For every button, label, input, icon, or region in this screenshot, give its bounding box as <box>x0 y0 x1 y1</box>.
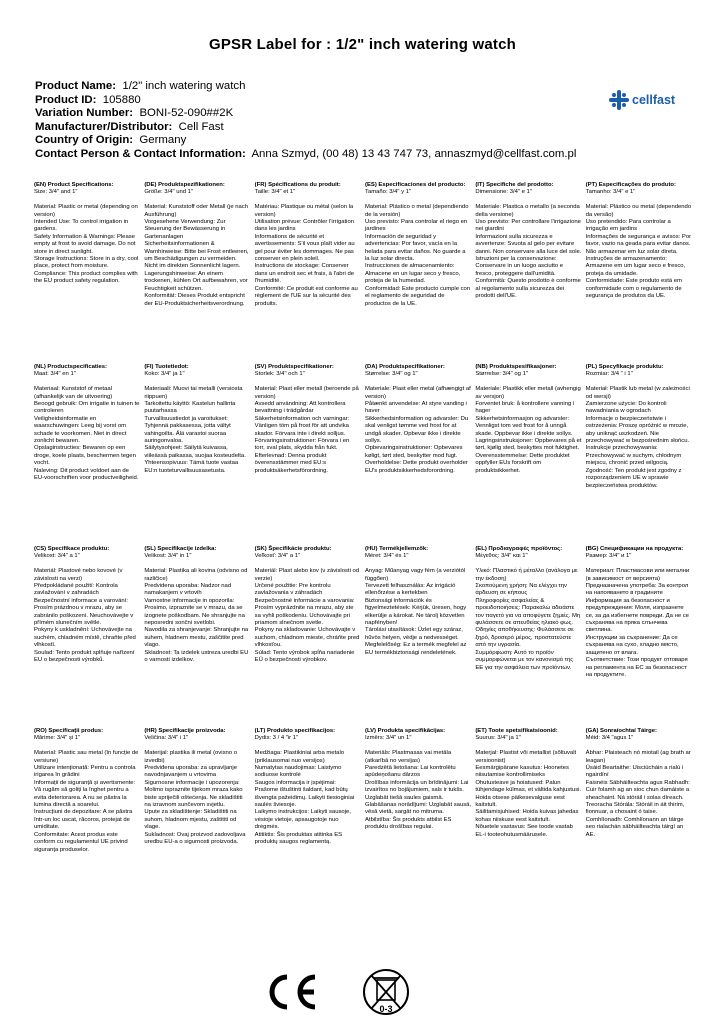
lang-line <box>475 197 581 204</box>
lang-line: Comhlíonadh: Comhlíonann an táirge seo rialachán sábháilteachta táirgí an AE. <box>585 816 686 838</box>
lang-line <box>34 379 140 386</box>
manufacturer-label: Manufacturer/Distributor: <box>35 120 173 133</box>
lang-line: Предназначена употреба: За контрол на напояването в градините <box>585 583 690 597</box>
lang-line: Glabāšanas norādījumi: Uzglabāt sausā, vēsā vietā, sargāt no mitruma. <box>365 802 473 816</box>
lang-line: Μέγεθος: 3/4" και 1" <box>475 553 528 560</box>
lang-line: Material: Plástico ou metal (dependendo da versão) <box>585 204 693 218</box>
lang-line: Megfelelőség: Ez a termék megfelel az EU termékbiztonsági rendeletének. <box>365 642 469 656</box>
lang-line: Инструкции за съхранение: Да се съхранява на сухо, хладно място, защитено от влага. <box>585 634 681 656</box>
lang-line: Anyag: Műanyag vagy fém (a verziótól függően) <box>365 568 467 582</box>
language-block-row-3 <box>34 546 692 679</box>
lang-line: Πληροφορίες ασφαλείας & προειδοποιήσεις: Παρακαλώ αδειάστε τον παγετό για να αποφύγετε ζημιές. Μη φυλάσσετε σε απευθείας ηλιακό φως. <box>475 597 582 627</box>
lang-heading: (HR) Specifikacije proizvoda: <box>144 728 226 734</box>
lang-line <box>144 743 250 750</box>
lang-line: Pokyny na skladovanie: Uchovávajte v suchom, chladnom mieste, chráňte pred vlhkosťou. <box>254 627 362 649</box>
lang-line: Tamanho: 3/4" e 1" <box>585 189 636 196</box>
lang-line: Compliance: This product complies with the EU product safety regulation. <box>34 270 140 285</box>
lang-line: Tárolási utasítások: Üzlet egy száraz, hűvös helyen, védje a nedvességet. <box>365 627 465 641</box>
lang-line: Conformité: Ce produit est conforme au règlement de l'UE sur la sécurité des produits. <box>254 285 360 307</box>
lang-line: Materjal: Plastist või metallist (sõltuvalt versioonist) <box>475 750 578 764</box>
lang-line: Material: Plastika ali kovina (odvisno od različice) <box>144 568 250 582</box>
lang-line: Storage Instructions: Store in a dry, cool place, protect from moisture. <box>34 256 140 270</box>
lang-line: Úsáid Beartaithe: Uisciúcháin a rialú i ngairdíní <box>585 765 685 779</box>
lang-line: Navodila za shranjevanje: Shranjujte na suhem, hladnem mestu, zaščitite pred vlago. <box>144 627 250 649</box>
lang-line: Materiál: Plast alebo kov (v závislosti od verzie) <box>254 568 361 582</box>
lang-heading: (ET) Toote spetsifikatsioonid: <box>475 728 558 734</box>
lang-line: Medžiaga: Plastikiniai arba metalo (priklausomai nuo versijos) <box>254 750 346 764</box>
lang-line <box>34 197 140 204</box>
lang-line: Intended Use: To control irrigation in gardens. <box>34 219 130 233</box>
lang-line: Υλικό: Πλαστικό ή μέταλλο (ανάλογα με την έκδοση) <box>475 568 580 582</box>
contact-row <box>35 148 595 162</box>
lang-line <box>144 379 250 386</box>
lang-line: Σκοπούμενη χρήση: Να ελέγχει την άρδευση σε κήπους <box>475 583 569 597</box>
lang-heading: (BG) Спецификации на продукта: <box>585 546 684 552</box>
lang-line: Informations de sécurité et avertissements: S'il vous plaît vider au gel pour éviter les dommages. Ne pas conserver en plein soleil. <box>254 233 357 263</box>
footer-marks <box>0 966 725 1020</box>
lang-heading: (CS) Specifikace produktu: <box>34 546 110 552</box>
lang-line <box>365 561 471 568</box>
product-name-row <box>35 80 595 94</box>
lang-line: Veľkosť: 3/4" a 1" <box>254 553 301 560</box>
lang-line <box>255 197 361 204</box>
lang-line: Materiaali: Muovi tai metalli (versiosta riippuen) <box>144 386 245 400</box>
lang-line: Material: Plastic sau metal (în funcție de versiune) <box>34 750 141 764</box>
lang-line: Material: Kunststoff oder Metall (je nach Ausführung) <box>144 204 250 218</box>
lang-block-ro <box>34 728 140 854</box>
lang-block-de <box>144 182 250 308</box>
lang-line: Opbevaringsinstruktioner: Opbevares køligt, tørt sted, beskytter mod fugt. <box>365 445 465 459</box>
lang-heading: (IT) Specifiche del prodotto: <box>475 182 554 188</box>
lang-block-sv <box>255 364 361 490</box>
lang-block-bg <box>586 546 692 679</box>
contact-label: Contact Person & Contact Information: <box>35 147 246 160</box>
lang-line: Vorgesehene Verwendung: Zur Steuerung der Bewässerung in Gartenanlagen <box>144 219 228 240</box>
lang-line: Storlek: 3/4" och 1" <box>254 371 305 378</box>
product-id-row <box>35 94 595 108</box>
lang-line: Sicherheitsinformationen & Warnhinweise: Bitte bei Frost entleeren, um Beschädigungen zu vermeiden. Nicht im direkten Sonnenlicht lagern. <box>144 241 251 270</box>
lang-heading: (DA) Produktspecifikationer: <box>365 364 445 370</box>
lang-line: Säilitamisjuhised: Hoida kuivas jahedas kohas niiskuse eest kaitstult. <box>475 809 581 823</box>
variation-number-row <box>35 107 595 121</box>
lang-line: Съответствие: Този продукт отговаря на регламента на ЕС за безопасност на продуктите. <box>585 657 690 678</box>
lang-line: Suurus: 3/4" ja 1" <box>475 735 521 742</box>
lang-heading: (NB) Produktspesifikasjoner: <box>475 364 557 370</box>
lang-line: Материал: Пластмасови или метални (в зависимост от версията) <box>585 568 691 582</box>
lang-line: Instrukcje przechowywania: Przechowywać w suchym, chłodnym miejscu, chronić przed wilgocią. <box>585 445 683 467</box>
lang-line: Skladnost: Ta izdelek ustreza uredbi EU o varnosti izdelkov. <box>144 649 250 664</box>
lang-line: Konformität: Dieses Produkt entspricht der EU-Produktsicherheitsverordnung. <box>144 293 247 307</box>
lang-block-sl <box>144 546 250 679</box>
manufacturer-value: Cell Fast <box>178 120 224 133</box>
lang-line: Mărime: 3/4" și 1" <box>34 735 81 742</box>
lang-line: Predvidena uporaba: Nadzor nad namakanjem v vrtovih <box>144 583 233 597</box>
lang-line: Nõuetele vastavus: See toode vastab EL-i tooteohutusmäärusele. <box>475 824 575 838</box>
lang-block-fi <box>144 364 250 490</box>
lang-heading: (ES) Especificaciones del producto: <box>365 182 466 188</box>
variation-number-value: BONI-52-090##2K <box>139 107 234 120</box>
lang-line: Conformidad: Este producto cumple con el reglamento de seguridad de productos de la UE. <box>365 285 472 307</box>
lang-line: Lagringsinstruksjoner: Oppbevares på et tørt, kjølig sted, beskyttes mot fuktighet. <box>475 438 584 452</box>
lang-block-fr <box>255 182 361 308</box>
lang-line: Dimensione: 3/4" e 1" <box>475 189 532 196</box>
lang-line <box>586 561 692 568</box>
lang-line: Lagerungshinweise: An einem trockenen, kühlen Ort aufbewahren, vor Feuchtigkeit schützen. <box>144 270 250 292</box>
lang-heading: (RO) Specificații produs: <box>34 728 104 734</box>
lang-line: Drošības informācija un brīdinājumi: Lai izvairītos no bojājumiem, sals ir tukšs. Uzglabāt tiešā saules gaismā. <box>365 779 471 801</box>
lang-line: Conformità: Questo prodotto è conforme al regolamento sulla sicurezza dei prodotti dell'UE. <box>475 278 583 300</box>
recycling-code: 0-3 <box>379 1004 393 1014</box>
lang-line: Instrucciones de almacenamiento: Almacene en un lugar seco y fresco, proteja de la humedad. <box>365 263 462 285</box>
lang-heading: (PL) Specyfikacje produktu: <box>585 364 664 370</box>
lang-line <box>586 379 692 386</box>
lang-line: Materiale: Plastikk eller metall (avhengig av versjon) <box>475 386 583 400</box>
lang-line: Avsedd användning: Att kontrollera bevattning i trädgårdar <box>254 401 348 415</box>
lang-line: Οδηγίες αποθήκευσης: Φυλάσσετε σε ξηρό, δροσερό μέρος, προστατεύστε από την υγρασία. <box>475 627 576 649</box>
lang-line: Materiaal: Kunststof of metaal (afhankelijk van de uitvoering) <box>34 386 114 400</box>
lang-line: Material: Plástico o metal (dependiendo de la versión) <box>365 204 471 218</box>
lang-line: Bezpečnostné informácie a varovania: Prosím vyprázdnite na mrazu, aby ste sa vyhli poškodeniu. Uchovávajte pri priamom slnečnom svetle. <box>254 597 357 627</box>
lang-line: Sikkerhetsinformasjon og advarsler: Vennligst tom ved frost for å unngå skade. Oppbevar ikke i direkte sollys. <box>475 415 573 437</box>
lang-line: Overensstemmelse: Dette produktet oppfyller EUs forskrift om produktsikkerhet. <box>475 452 572 474</box>
lang-line: Istruzioni per la conservazione: Conservare in un luogo asciutto e fresco, proteggere dall'umidità. <box>475 256 565 277</box>
lang-line: Turvallisuustiedot ja varoitukset: Tyhjennä pakkasessa, jotta vältyt vahingoilta. Älä varastoi suoraa auringonvaloa. <box>144 415 233 445</box>
lang-heading: (FI) Tuotetiedot: <box>144 364 189 370</box>
lang-line: Größe: 3/4" und 1" <box>144 189 194 196</box>
lang-line: Instructions de stockage: Conserver dans un endroit sec et frais, à l'abri de l'humidité. <box>254 263 356 285</box>
lang-block-pl <box>586 364 692 490</box>
lang-line <box>34 743 140 750</box>
lang-line: Méid: 3/4 "agus 1" <box>585 735 634 742</box>
lang-line: Säkerhetsinformation och varningar: Vänligen töm på frost för att undvika skador. Förvara inte i direkt solljus. <box>254 415 351 437</box>
lang-heading: (FR) Spécifications du produit: <box>254 182 341 188</box>
lang-line: Ohutusteave ja hoiatused: Palun tühjendage külmas, et vältida kahjustusi. Hoida otsese päikesevalguse eest kaitstult. <box>475 779 583 809</box>
lang-line: Materiał: Plastik lub metal (w zależności od wersji) <box>585 386 692 400</box>
lang-line: Maat: 3/4" en 1" <box>34 371 76 378</box>
lang-line: Naleving: Dit product voldoet aan de EU-voorschriften voor productveiligheid. <box>34 467 139 482</box>
country-label: Country of Origin: <box>35 134 134 147</box>
lang-line: Materiale: Plast eller metal (afhængigt af version) <box>365 386 473 400</box>
lang-line: Tervezett felhasználás: Az irrigáció ellenőrzése a kertekben <box>365 583 458 597</box>
lang-line: Koko: 3/4" ja 1" <box>144 371 185 378</box>
lang-block-nl <box>34 364 140 490</box>
lang-line: Efterlevnad: Denna produkt överensstämmer med EU:s produktsäkerhetsförordning. <box>254 452 329 474</box>
lang-line: Sigurnosne informacije i upozorenja: Molimo ispraznite tijekom mraza kako biste spriječili oštećenja. Ne skladištiti na izravnom sunčevom svjetlu. <box>144 779 245 809</box>
lang-line: Paredzētā lietošana: Lai kontrolētu apūdeņošanu dārzos <box>365 765 458 779</box>
lang-heading: (SK) Špecifikácie produktu: <box>254 546 332 552</box>
lang-line: Súlad: Tento výrobok spĺňa nariadenie EÚ o bezpečnosti výrobkov. <box>254 649 357 664</box>
lang-block-es <box>365 182 471 308</box>
lang-line: Laikymo instrukcijos: Laikyti sausoje, vėsioje vietoje, apsaugotoje nuo drėgmės. <box>254 809 353 831</box>
lang-line: Size: 3/4" and 1" <box>34 189 78 196</box>
lang-line <box>365 743 471 750</box>
cellfast-logo <box>609 90 691 110</box>
lang-line: Určené použitie: Pre kontrolu zavlažovania v záhradách <box>254 583 333 597</box>
product-name-label: Product Name: <box>35 80 117 92</box>
language-block-row-2 <box>34 364 692 490</box>
lang-line: Varnostne informacije in opozorila: Prosimo, izpraznite se v mrazu, da se izognete poškodbam. Ne shranjujte na neposredni sončni svetlobi. <box>144 597 247 627</box>
lang-line <box>144 561 250 568</box>
lang-heading: (LT) Produkto specifikacijos: <box>254 728 336 734</box>
lang-line: Méret: 3/4" és 1" <box>365 553 409 560</box>
lang-line: Tarkoitettu käyttö: Kastelun hallinta puutarhassa <box>144 401 237 415</box>
lang-heading: (EL) Προδιαγραφές προϊόντος: <box>475 546 563 552</box>
manufacturer-row <box>35 121 595 135</box>
lang-line: Størrelse: 3/4" og 1" <box>475 371 528 378</box>
lang-block-lv <box>365 728 471 854</box>
lang-line <box>34 561 140 568</box>
contact-value: Anna Szmyd, (00 48) 13 43 747 73, annaszmyd@cellfast.com.pl <box>251 147 577 160</box>
lang-block-ga <box>586 728 692 854</box>
lang-line: Saugos informacija ir įspėjimai: Prašome ištuštinti šaldant, kad būtų išvengta pažeidimų. Laikyti tiesioginiai saulės šviesoje. <box>254 779 356 809</box>
lang-line: Pokyny k uskladnění: Uchovávejte na suchém, chladném místě, chraňte před vlhkostí. <box>34 627 138 649</box>
lang-block-el <box>475 546 581 679</box>
lang-line: Utilisation prévue: Contrôler l'irrigation dans les jardins <box>254 219 356 233</box>
lang-line: Yhteensopivuus: Tämä tuote vastaa EU:n tuoteturvallisuusasetusta. <box>144 460 240 474</box>
lang-line: Faisnéis Sábháilteachta agus Rabhadh: Cuir folamh ag an sioc chun damáiste a sheachaint. Ná stóráil i solas díreach. <box>585 779 692 801</box>
logo-mark-icon <box>609 90 629 110</box>
lang-line: Bezpečnostní informace a varování: Prosím prázdnou v mrazu, aby se zabránilo poškození. Neuchovávejte v přímém slunečním světle. <box>34 597 135 627</box>
language-block-row-4 <box>34 728 692 854</box>
product-id-value: 105880 <box>102 93 141 106</box>
lang-line <box>365 379 471 386</box>
lang-line: Beoogd gebruik: Om irrigatie in tuinen te controleren <box>34 401 142 415</box>
logo-text: cellfast <box>632 93 676 107</box>
lang-line: Material: Plast eller metall (beroende på version) <box>254 386 361 400</box>
lang-line: Taille: 3/4" et 1" <box>254 189 296 196</box>
lang-line: Utilizare intenționată: Pentru a controla irigarea în grădini <box>34 765 138 779</box>
lang-line <box>586 197 692 204</box>
lang-line: Treoracha Stórála: Stóráil in áit thirim, fionnuar, a chosaint ó taise. <box>585 802 686 816</box>
product-info <box>35 80 595 162</box>
crossed-out-bin-icon <box>362 966 410 1018</box>
lang-line <box>475 743 581 750</box>
country-value: Germany <box>139 134 187 147</box>
lang-line: Instrucțiuni de depozitare: A se păstra într-un loc uscat, răcoros, protejat de umiditate. <box>34 809 134 831</box>
lang-line: Biztonsági információk és figyelmeztetések: Kérjük, üresen, hogy elkerülje a károkat. Ne tárolj közvetlen napfényben! <box>365 597 468 627</box>
lang-line: Conformitate: Acest produs este conform cu regulamentul UE privind siguranța produselor. <box>34 831 130 853</box>
lang-line: Informacje o bezpieczeństwie i ostrzeżenia: Proszę opróżnić w mrozie, aby uniknąć uszkodzeń. Nie przechowywać w bezpośrednim słońcu. <box>585 415 690 445</box>
lang-heading: (DE) Produktspezifikationen: <box>144 182 225 188</box>
lang-line: Materijal: plastika ili metal (ovisno o izvedbi) <box>144 750 239 764</box>
product-id-label: Product ID: <box>35 93 97 106</box>
lang-line <box>475 379 581 386</box>
lang-heading: (NL) Productspecificaties: <box>34 364 107 370</box>
lang-block-et <box>475 728 581 854</box>
lang-line: Påtænkt anvendelse: At styre vanding i haver <box>365 401 469 415</box>
lang-line: Materiāls: Plastmasas vai metāla (atkarībā no versijas) <box>365 750 453 764</box>
lang-line: Predviđena uporaba: za upravljanje navodnjavanjem u vrtovima <box>144 765 239 779</box>
lang-block-pt <box>586 182 692 308</box>
lang-line: Atitiktis: Šis produktas atitinka ES produktų saugos reglamentą. <box>254 831 344 846</box>
lang-line: Ábhar: Plaisteach nó miotail (ag brath ar leagan) <box>585 750 693 764</box>
lang-block-nb <box>475 364 584 490</box>
lang-line: Sikkerhedsinformation og advarsler: Du skal venligst tømme ved frost for at undgå skader. Opbevar ikke i direkte sollys. <box>365 415 470 445</box>
lang-line: Soulad: Tento produkt splňuje nařízení EU o bezpečnosti výrobků. <box>34 649 137 664</box>
lang-line: Veličina: 3/4" i 1" <box>144 735 189 742</box>
lang-line: Sukladnost: Ovaj proizvod zadovoljava uredbu EU-a o sigurnosti proizvoda. <box>144 831 248 846</box>
lang-line: Overholdelse: Dette produkt overholder EU's produktsikkerhedsforordning. <box>365 460 470 474</box>
lang-line: Información de seguridad y advertencias: Por favor, vacía en la helada para evitar daños. No guarde a la luz solar directa. <box>365 233 468 263</box>
lang-line: Izmērs: 3/4" un 1" <box>365 735 412 742</box>
lang-line: Zgodność: Ten produkt jest zgodny z rozporządzeniem UE w sprawie bezpieczeństwa produktów. <box>585 467 684 489</box>
lang-line: Atbilstība: Šis produkts atbilst ES produktu drošības regulai. <box>365 816 454 831</box>
ce-mark-icon <box>264 972 318 1012</box>
lang-line: Numatytas naudojimas: Laistymo sodiuose kontrolė <box>254 765 344 779</box>
country-row <box>35 134 595 148</box>
variation-number-label: Variation Number: <box>35 107 134 120</box>
lang-line: Förvaringsinstruktioner: Förvara i en torr, sval plats, skydda från fukt. <box>254 438 351 452</box>
lang-line: Uso previsto: Para controlar el riego en jardines <box>365 219 469 233</box>
lang-heading: (PT) Especificações do produto: <box>585 182 676 188</box>
lang-block-en <box>34 182 140 308</box>
lang-line <box>144 197 250 204</box>
lang-heading: (SV) Produktspecifikationer: <box>254 364 334 370</box>
lang-heading: (HU) Termékjellemzők: <box>365 546 429 552</box>
lang-heading: (GA) Sonraíochtaí Táirge: <box>585 728 658 734</box>
lang-line <box>255 743 361 750</box>
lang-line: Materiál: Plastové nebo kovové (v závislosti na verzi) <box>34 568 125 582</box>
lang-line: Størrelse: 3/4" og 1" <box>365 371 418 378</box>
lang-heading: (EN) Product Specifications: <box>34 182 114 188</box>
lang-line: Velikost: 3/4" a 1" <box>34 553 80 560</box>
lang-line: Veiligheidsinformatie en waarschuwingen: Leeg bij vorst om schade te voorkomen. Niet in direct zonlicht bewaren. <box>34 415 128 445</box>
lang-line: Säilytysohjeet: Säilytä kuivassa, viileässä paikassa, suojaa kosteudelta. <box>144 445 246 459</box>
lang-line: Materiale: Plastica o metallo (a seconda della versione) <box>475 204 582 218</box>
lang-line: Informações de segurança e avisos: Por favor, vazio na geada para evitar danos. Não armazenar em luz solar direta. <box>585 233 693 255</box>
lang-line: Uso pretendido: Para controlar a irrigação em jardins <box>585 219 673 233</box>
lang-line: Rozmiar: 3/4 " i 1" <box>585 371 633 378</box>
lang-line: Opslaginstructies: Bewaren op een droge, koele plaats, beschermen tegen vocht. <box>34 445 138 467</box>
lang-line: Instruções de armazenamento: Armazene em um lugar seco e fresco, proteja da umidade. <box>585 256 687 277</box>
lang-line: Forventet bruk: å kontrollere vanning i hager <box>475 401 576 415</box>
lang-heading: (SL) Specifikacije izdelka: <box>144 546 217 552</box>
lang-line: Информация за безопасност и предупреждения: Моля, изпразнете се, за да избегнете повреди. Да не се съхранява на пряка слънчева светлина. <box>585 597 691 634</box>
language-block-row-1 <box>34 182 692 308</box>
lang-line: Dydis: 3 / 4 "ir 1" <box>254 735 299 742</box>
lang-line: Zamierzone użycie: Do kontroli nawadniania w ogrodach <box>585 401 669 415</box>
lang-line: Informazioni sulla sicurezza e avvertenze: Svuota al gelo per evitare danni. Non conservare alla luce del sole. <box>475 233 582 255</box>
lang-line <box>255 561 361 568</box>
lang-line: Velikost: 3/4" in 1" <box>144 553 192 560</box>
page-title: GPSR Label for : 1/2" inch watering watch <box>208 36 517 53</box>
lang-line: Tamaño: 3/4" y 1" <box>365 189 412 196</box>
lang-block-lt <box>255 728 361 854</box>
lang-block-cs <box>34 546 140 679</box>
lang-line: Upute za skladištenje: Skladištiti na suhom, hladnom mjestu, zaštititi od vlage. <box>144 809 239 831</box>
lang-block-da <box>365 364 471 490</box>
lang-line: Safety Information & Warnings: Please empty at frost to avoid damage. Do not store in direct sunlight. <box>34 233 138 255</box>
lang-block-it <box>475 182 581 308</box>
product-name-value: 1/2" inch watering watch <box>122 80 246 92</box>
lang-line: Conformidade: Este produto está em conformidade com o regulamento de segurança de produtos da UE. <box>585 278 684 300</box>
lang-line: Συμμόρφωση: Αυτό το προϊόν συμμορφώνεται με τον κανονισμό της ΕΕ για την ασφάλεια των προϊόντων. <box>475 649 575 671</box>
lang-line: Размер: 3/4" и 1" <box>585 553 632 560</box>
lang-line: Uso previsto: Per controllare l'irrigazione nei giardini <box>475 219 583 233</box>
lang-line: Informații de siguranță și avertismente: Vă rugăm să goliți la înghet pentru a evita deteriorarea. A nu se păstra la lumina directă a soarelui. <box>34 779 137 809</box>
lang-line: Material: Plastic or metal (depending on version) <box>34 204 140 218</box>
lang-line: Předpokládané použití: Kontrola zavlažování v zahradách <box>34 583 120 597</box>
lang-block-hr <box>144 728 250 854</box>
lang-line <box>365 197 471 204</box>
lang-block-sk <box>255 546 361 679</box>
lang-block-hu <box>365 546 471 679</box>
lang-line: Matériau: Plastique ou métal (selon la version) <box>254 204 355 218</box>
lang-heading: (LV) Produkta specifikācijas: <box>365 728 446 734</box>
lang-line: Eesmärgipärane kasutus: Hoonetes niisutamise kontrollimiseks <box>475 765 571 779</box>
